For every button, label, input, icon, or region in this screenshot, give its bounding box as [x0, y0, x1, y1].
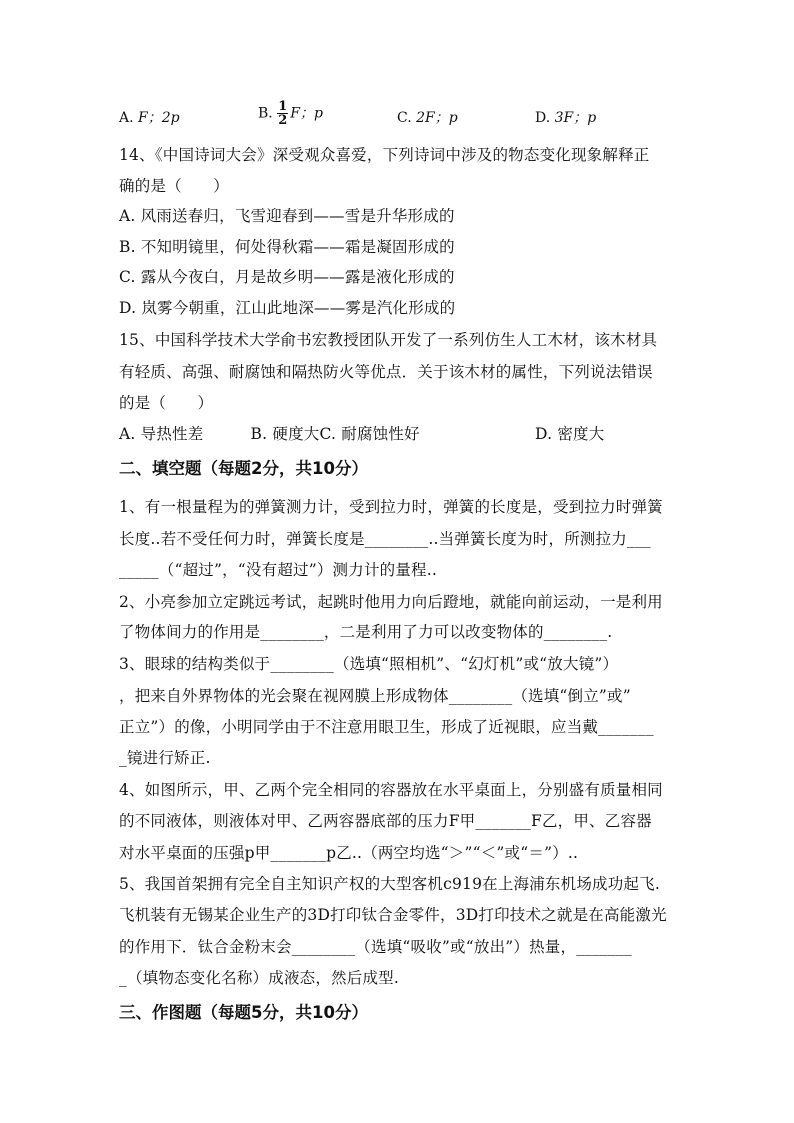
- q14-option-d: D. 岚雾今朝重，江山此地深——雾是汽化形成的: [119, 299, 456, 317]
- q14-stem-line-2: 确的是（ ）: [119, 177, 229, 195]
- q15-stem-line-3: 的是（ ）: [119, 394, 214, 412]
- q13-option-a: A. F；2p: [119, 110, 180, 126]
- q15-stem-line-2: 有轻质、高强、耐腐蚀和隔热防火等优点．关于该木材的属性，下列说法错误: [119, 363, 653, 381]
- q13-option-b: B. $\frac{1}{2}$ F；p: [258, 99, 323, 128]
- fill-q5-line-2: 飞机装有无锡某企业生产的3D打印钛合金零件，3D打印技术之就是在高能激光: [119, 906, 667, 924]
- fill-q1-line-1: 1、有一根量程为的弹簧测力计，受到拉力时，弹簧的长度是，受到拉力时弹簧: [119, 498, 663, 516]
- fill-q5-line-4: _（填物态变化名称）成液态，然后成型.: [119, 969, 399, 987]
- fill-q3-line-1: 3、眼球的结构类似于________（选填“照相机”、“幻灯机”或“放大镜”）: [119, 655, 619, 673]
- fill-q5-line-3: 的作用下．钛合金粉末会________（选填“吸收”或“放出”）热量，_______: [119, 938, 632, 956]
- q15-option-d: D. 密度大: [535, 425, 605, 443]
- q13-option-c: C. 2F；p: [397, 110, 458, 126]
- fill-q3-line-3: 正立”）的像，小明同学由于不注意用眼卫生，形成了近视眼，应当戴_______: [119, 718, 654, 736]
- q14-option-c: C. 露从今夜白，月是故乡明——露是液化形成的: [119, 268, 455, 286]
- q14-option-b: B. 不知明镜里，何处得秋霜——霜是凝固形成的: [119, 238, 455, 256]
- q15-options-a-to-c: A. 导热性差 B. 硬度大C. 耐腐蚀性好: [119, 425, 420, 443]
- fill-q4-line-3: 对水平桌面的压强p甲_______p乙..（两空均选“＞”“＜”或“＝”）..: [119, 844, 579, 862]
- fill-q2-line-1: 2、小亮参加立定跳远考试，起跳时他用力向后蹬地，就能向前运动，一是利用: [119, 593, 663, 611]
- q14-stem-line-1: 14、《中国诗词大会》深受观众喜爱，下列诗词中涉及的物态变化现象解释正: [119, 146, 650, 164]
- q14-option-a: A. 风雨送春归，飞雪迎春到——雪是升华形成的: [119, 207, 455, 225]
- fill-q1-line-3: _____（“超过”，“没有超过”）测力计的量程..: [119, 561, 438, 579]
- fraction-one-half: $\frac{1}{2}$: [278, 99, 288, 128]
- fill-q5-line-1: 5、我国首架拥有完全自主知识产权的大型客机c919在上海浦东机场成功起飞.: [119, 875, 660, 893]
- fill-q4-line-1: 4、如图所示，甲、乙两个完全相同的容器放在水平桌面上，分别盛有质量相同: [119, 781, 663, 799]
- fill-q4-line-2: 的不同液体，则液体对甲、乙两容器底部的压力F甲_______F乙，甲、乙容器: [119, 812, 652, 830]
- fill-q1-line-2: 长度..若不受任何力时，弹簧长度是________..当弹簧长度为时，所测拉力___: [119, 530, 651, 548]
- fill-q3-line-2: ，把来自外界物体的光会聚在视网膜上形成物体________（选填“倒立”或”: [119, 687, 631, 705]
- fill-q2-line-2: 了物体间力的作用是________，二是利用了力可以改变物体的________.: [119, 623, 613, 641]
- section-3-heading: 三、作图题（每题5分，共10分）: [119, 1003, 368, 1022]
- section-2-heading: 二、填空题（每题2分，共10分）: [119, 459, 368, 478]
- fill-q3-line-4: _镜进行矫正.: [119, 749, 211, 767]
- q13-option-d: D. 3F；p: [535, 110, 597, 126]
- q15-stem-line-1: 15、中国科学技术大学俞书宏教授团队开发了一系列仿生人工木材，该木材具: [119, 331, 658, 349]
